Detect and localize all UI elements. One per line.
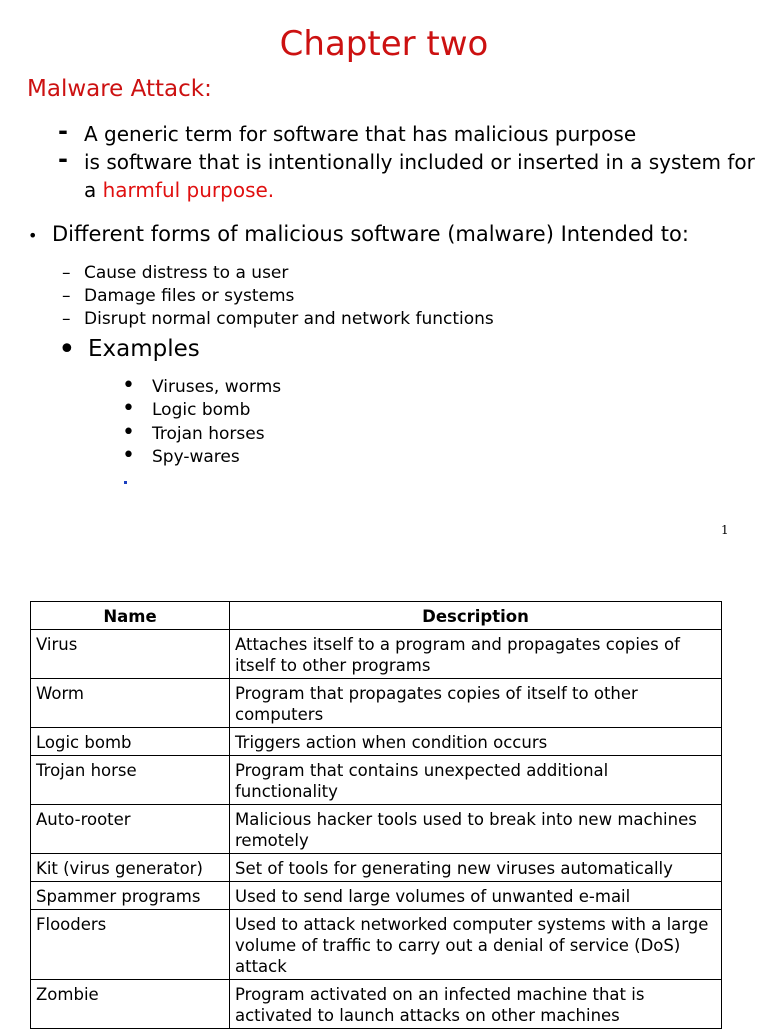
cell-name: Kit (virus generator) — [31, 854, 230, 882]
bullet-marker: • — [28, 226, 38, 245]
dash-marker: - — [58, 117, 68, 145]
list-item-text: Viruses, worms — [152, 377, 282, 397]
column-header-description: Description — [230, 602, 722, 630]
table-header-row — [31, 602, 722, 630]
cell-name: Flooders — [31, 910, 230, 980]
cell-description: Used to attack networked computer systems with a large volume of traffic to carry out a denial of service (DoS) attack — [230, 910, 722, 980]
definition-list — [58, 117, 758, 204]
cell-name: Spammer programs — [31, 882, 230, 910]
forms-text: Different forms of malicious software (malware) Intended to: — [52, 222, 689, 246]
cell-description: Program activated on an infected machine that is activated to launch attacks on other machines — [230, 980, 722, 1029]
bullet-marker: • — [122, 442, 135, 468]
list-item-text: Trojan horses — [152, 423, 265, 444]
cell-name: Virus — [31, 630, 230, 679]
definition-item — [58, 145, 758, 204]
highlighted-text: harmful purpose. — [102, 178, 275, 202]
list-item-text: Logic bomb — [152, 400, 251, 421]
list-item — [122, 396, 281, 422]
definition-text: A generic term for software that has malicious purpose — [84, 122, 637, 146]
bullet-marker: • — [122, 396, 135, 422]
list-item — [62, 262, 494, 285]
table-row — [31, 882, 722, 910]
malware-table — [30, 601, 722, 1029]
examples-text: Examples — [88, 336, 200, 362]
bullet-marker: • — [58, 332, 76, 367]
cell-name: Worm — [31, 679, 230, 728]
table-row — [31, 728, 722, 756]
list-item — [62, 308, 494, 331]
dash-marker: – — [62, 309, 71, 329]
table-row — [31, 805, 722, 854]
cell-name: Trojan horse — [31, 756, 230, 805]
list-item-text: Spy-wares — [152, 446, 240, 467]
list-item — [122, 373, 282, 399]
list-item — [122, 442, 281, 469]
table-row — [31, 630, 722, 679]
cell-name: Zombie — [31, 980, 230, 1029]
definition-item — [58, 117, 758, 148]
definition-text: is software that is intentionally included or inserted in a system for a — [84, 150, 755, 202]
cell-description: Malicious hacker tools used to break into new machines remotely — [230, 805, 722, 854]
table-row — [31, 980, 722, 1029]
decorative-dot — [124, 481, 127, 484]
bullet-marker: • — [122, 419, 135, 445]
cell-description: Attaches itself to a program and propagates copies of itself to other programs — [230, 630, 722, 679]
examples-list — [122, 373, 282, 469]
page-title: Chapter two — [279, 24, 489, 64]
table-row — [31, 756, 722, 805]
dash-marker: – — [62, 286, 71, 306]
list-item — [62, 285, 494, 308]
intent-list — [62, 262, 494, 331]
table-row — [31, 679, 722, 728]
bullet-marker: • — [122, 373, 135, 398]
cell-name: Logic bomb — [31, 728, 230, 756]
list-item-text: Disrupt normal computer and network functions — [84, 309, 494, 329]
examples-heading — [58, 332, 200, 367]
cell-description: Used to send large volumes of unwanted e-mail — [230, 882, 722, 910]
list-item-text: Cause distress to a user — [84, 263, 289, 283]
cell-name: Auto-rooter — [31, 805, 230, 854]
section-heading: Malware Attack: — [27, 76, 212, 102]
forms-bullet — [28, 222, 689, 246]
list-item-text: Damage files or systems — [84, 286, 295, 306]
cell-description: Program that contains unexpected additional functionality — [230, 756, 722, 805]
column-header-name: Name — [31, 602, 230, 630]
dash-marker: - — [58, 145, 68, 173]
table-row — [31, 854, 722, 882]
table-row — [31, 910, 722, 980]
cell-description: Set of tools for generating new viruses automatically — [230, 854, 722, 882]
page-number: 1 — [721, 523, 729, 537]
list-item — [122, 419, 281, 446]
cell-description: Program that propagates copies of itself to other computers — [230, 679, 722, 728]
dash-marker: – — [62, 263, 71, 283]
cell-description: Triggers action when condition occurs — [230, 728, 722, 756]
